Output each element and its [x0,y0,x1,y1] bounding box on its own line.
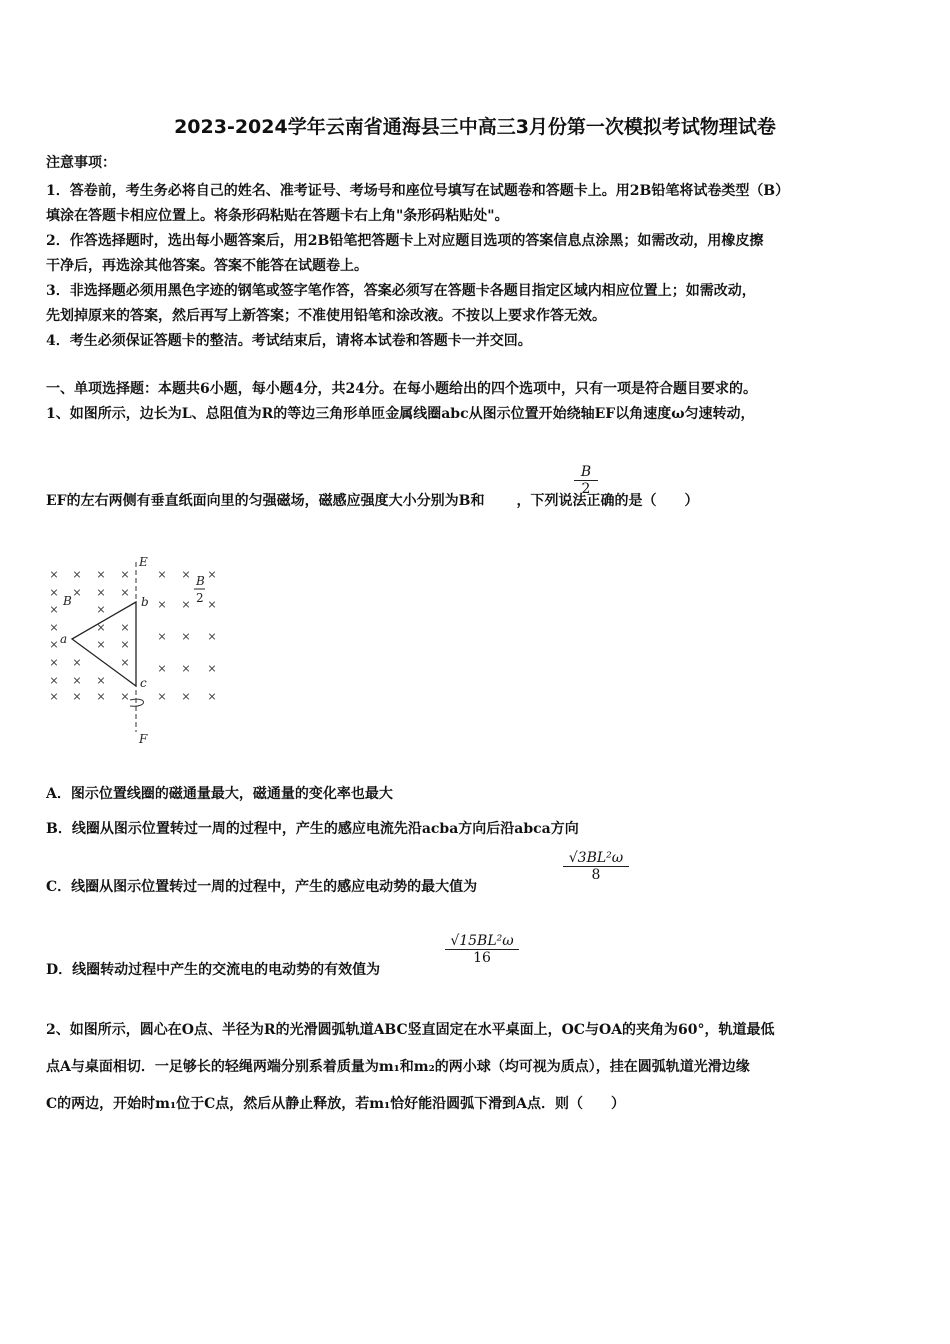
svg-text:×: × [120,621,130,634]
svg-text:c: c [140,676,147,690]
svg-text:×: × [157,662,167,675]
svg-text:×: × [49,638,59,651]
question-1-stem-2: EF的左右两侧有垂直纸面向里的匀强磁场，磁感应强度大小分别为B和 ，下列说法正确的是（ ） [46,493,699,509]
svg-text:×: × [181,598,191,611]
fraction-b-over-2: B 2 [574,464,598,497]
notice-line: 干净后，再选涂其他答案。答案不能答在试题卷上。 [46,258,368,274]
svg-text:F: F [139,732,148,746]
page-title: 2023-2024学年云南省通海县三中高三3月份第一次模拟考试物理试卷 [174,116,776,138]
svg-text:×: × [49,674,59,687]
svg-text:b: b [141,595,149,609]
svg-text:×: × [96,603,106,616]
svg-text:×: × [96,586,106,599]
svg-text:×: × [96,674,106,687]
svg-text:×: × [49,568,59,581]
svg-text:a: a [60,632,68,646]
option-c: C．线圈从图示位置转过一周的过程中，产生的感应电动势的最大值为 [46,879,478,895]
svg-text:×: × [181,630,191,643]
svg-text:×: × [49,603,59,616]
svg-text:E: E [139,555,148,569]
svg-text:×: × [157,630,167,643]
svg-text:×: × [157,690,167,703]
svg-text:×: × [96,690,106,703]
svg-text:×: × [72,690,82,703]
svg-text:×: × [207,598,217,611]
question-1-stem: 1、如图所示，边长为L、总阻值为R的等边三角形单匝金属线圈abc从图示位置开始绕轴EF以角速度ω匀速转动， [46,406,755,422]
svg-text:×: × [96,638,106,651]
magnetic-field-figure [44,550,234,750]
svg-text:×: × [181,690,191,703]
notice-line: 2．作答选择题时，选出每小题答案后，用2B铅笔把答题卡上对应题目选项的答案信息点涂黑；如需改动，用橡皮擦 [46,233,764,249]
option-d-formula: √15BL²ω 16 [445,933,519,966]
svg-text:×: × [207,630,217,643]
svg-text:×: × [72,656,82,669]
svg-text:2: 2 [196,591,204,605]
svg-text:×: × [120,568,130,581]
svg-text:×: × [157,568,167,581]
svg-text:×: × [49,656,59,669]
svg-text:×: × [49,690,59,703]
option-d: D．线圈转动过程中产生的交流电的电动势的有效值为 [46,962,381,978]
svg-text:×: × [181,662,191,675]
svg-text:×: × [72,586,82,599]
svg-text:×: × [96,621,106,634]
notice-line: 3．非选择题必须用黑色字迹的钢笔或签字笔作答，答案必须写在答题卡各题目指定区域内相应位置上；如需改动， [46,283,756,299]
svg-text:×: × [49,621,59,634]
notice-line: 4．考生必须保证答题卡的整洁。考试结束后，请将本试卷和答题卡一并交回。 [46,333,532,349]
svg-text:×: × [120,690,130,703]
svg-text:B: B [63,594,72,608]
question-2-stem: 点A与桌面相切．一足够长的轻绳两端分别系着质量为m₁和m₂的两小球（均可视为质点），挂在圆弧轨道光滑边缘 [46,1059,750,1075]
question-2-stem: 2、如图所示，圆心在O点、半径为R的光滑圆弧轨道ABC竖直固定在水平桌面上，OC与OA的夹角为60°，轨道最低 [46,1022,775,1038]
svg-text:×: × [49,586,59,599]
option-a: A．图示位置线圈的磁通量最大，磁通量的变化率也最大 [46,786,393,802]
notice-line: 填涂在答题卡相应位置上。将条形码粘贴在答题卡右上角"条形码粘贴处"。 [46,208,509,224]
svg-text:×: × [181,568,191,581]
notice-heading: 注意事项： [46,155,116,171]
notice-line: 1．答卷前，考生务必将自己的姓名、准考证号、考场号和座位号填写在试题卷和答题卡上。用2B铅笔将试卷类型（B） [46,183,790,199]
svg-text:×: × [72,568,82,581]
svg-text:×: × [207,662,217,675]
svg-text:×: × [96,568,106,581]
option-b: B．线圈从图示位置转过一周的过程中，产生的感应电流先沿acba方向后沿abca方向 [46,821,579,837]
section-heading: 一、单项选择题：本题共6小题，每小题4分，共24分。在每小题给出的四个选项中，只有一项是符合题目要求的。 [46,381,757,397]
svg-text:×: × [207,568,217,581]
svg-text:×: × [120,656,130,669]
question-2-stem: C的两边，开始时m₁位于C点，然后从静止释放，若m₁恰好能沿圆弧下滑到A点．则（ ） [46,1096,626,1112]
rotation-arrow [130,699,144,706]
svg-text:×: × [157,598,167,611]
svg-text:×: × [120,586,130,599]
notice-line: 先划掉原来的答案，然后再写上新答案；不准使用铅笔和涂改液。不按以上要求作答无效。 [46,308,606,324]
svg-text:B: B [196,574,205,588]
svg-text:×: × [72,674,82,687]
svg-text:×: × [207,690,217,703]
field-crosses [49,568,216,703]
svg-text:×: × [120,638,130,651]
option-c-formula: √3BL²ω 8 [563,850,629,883]
